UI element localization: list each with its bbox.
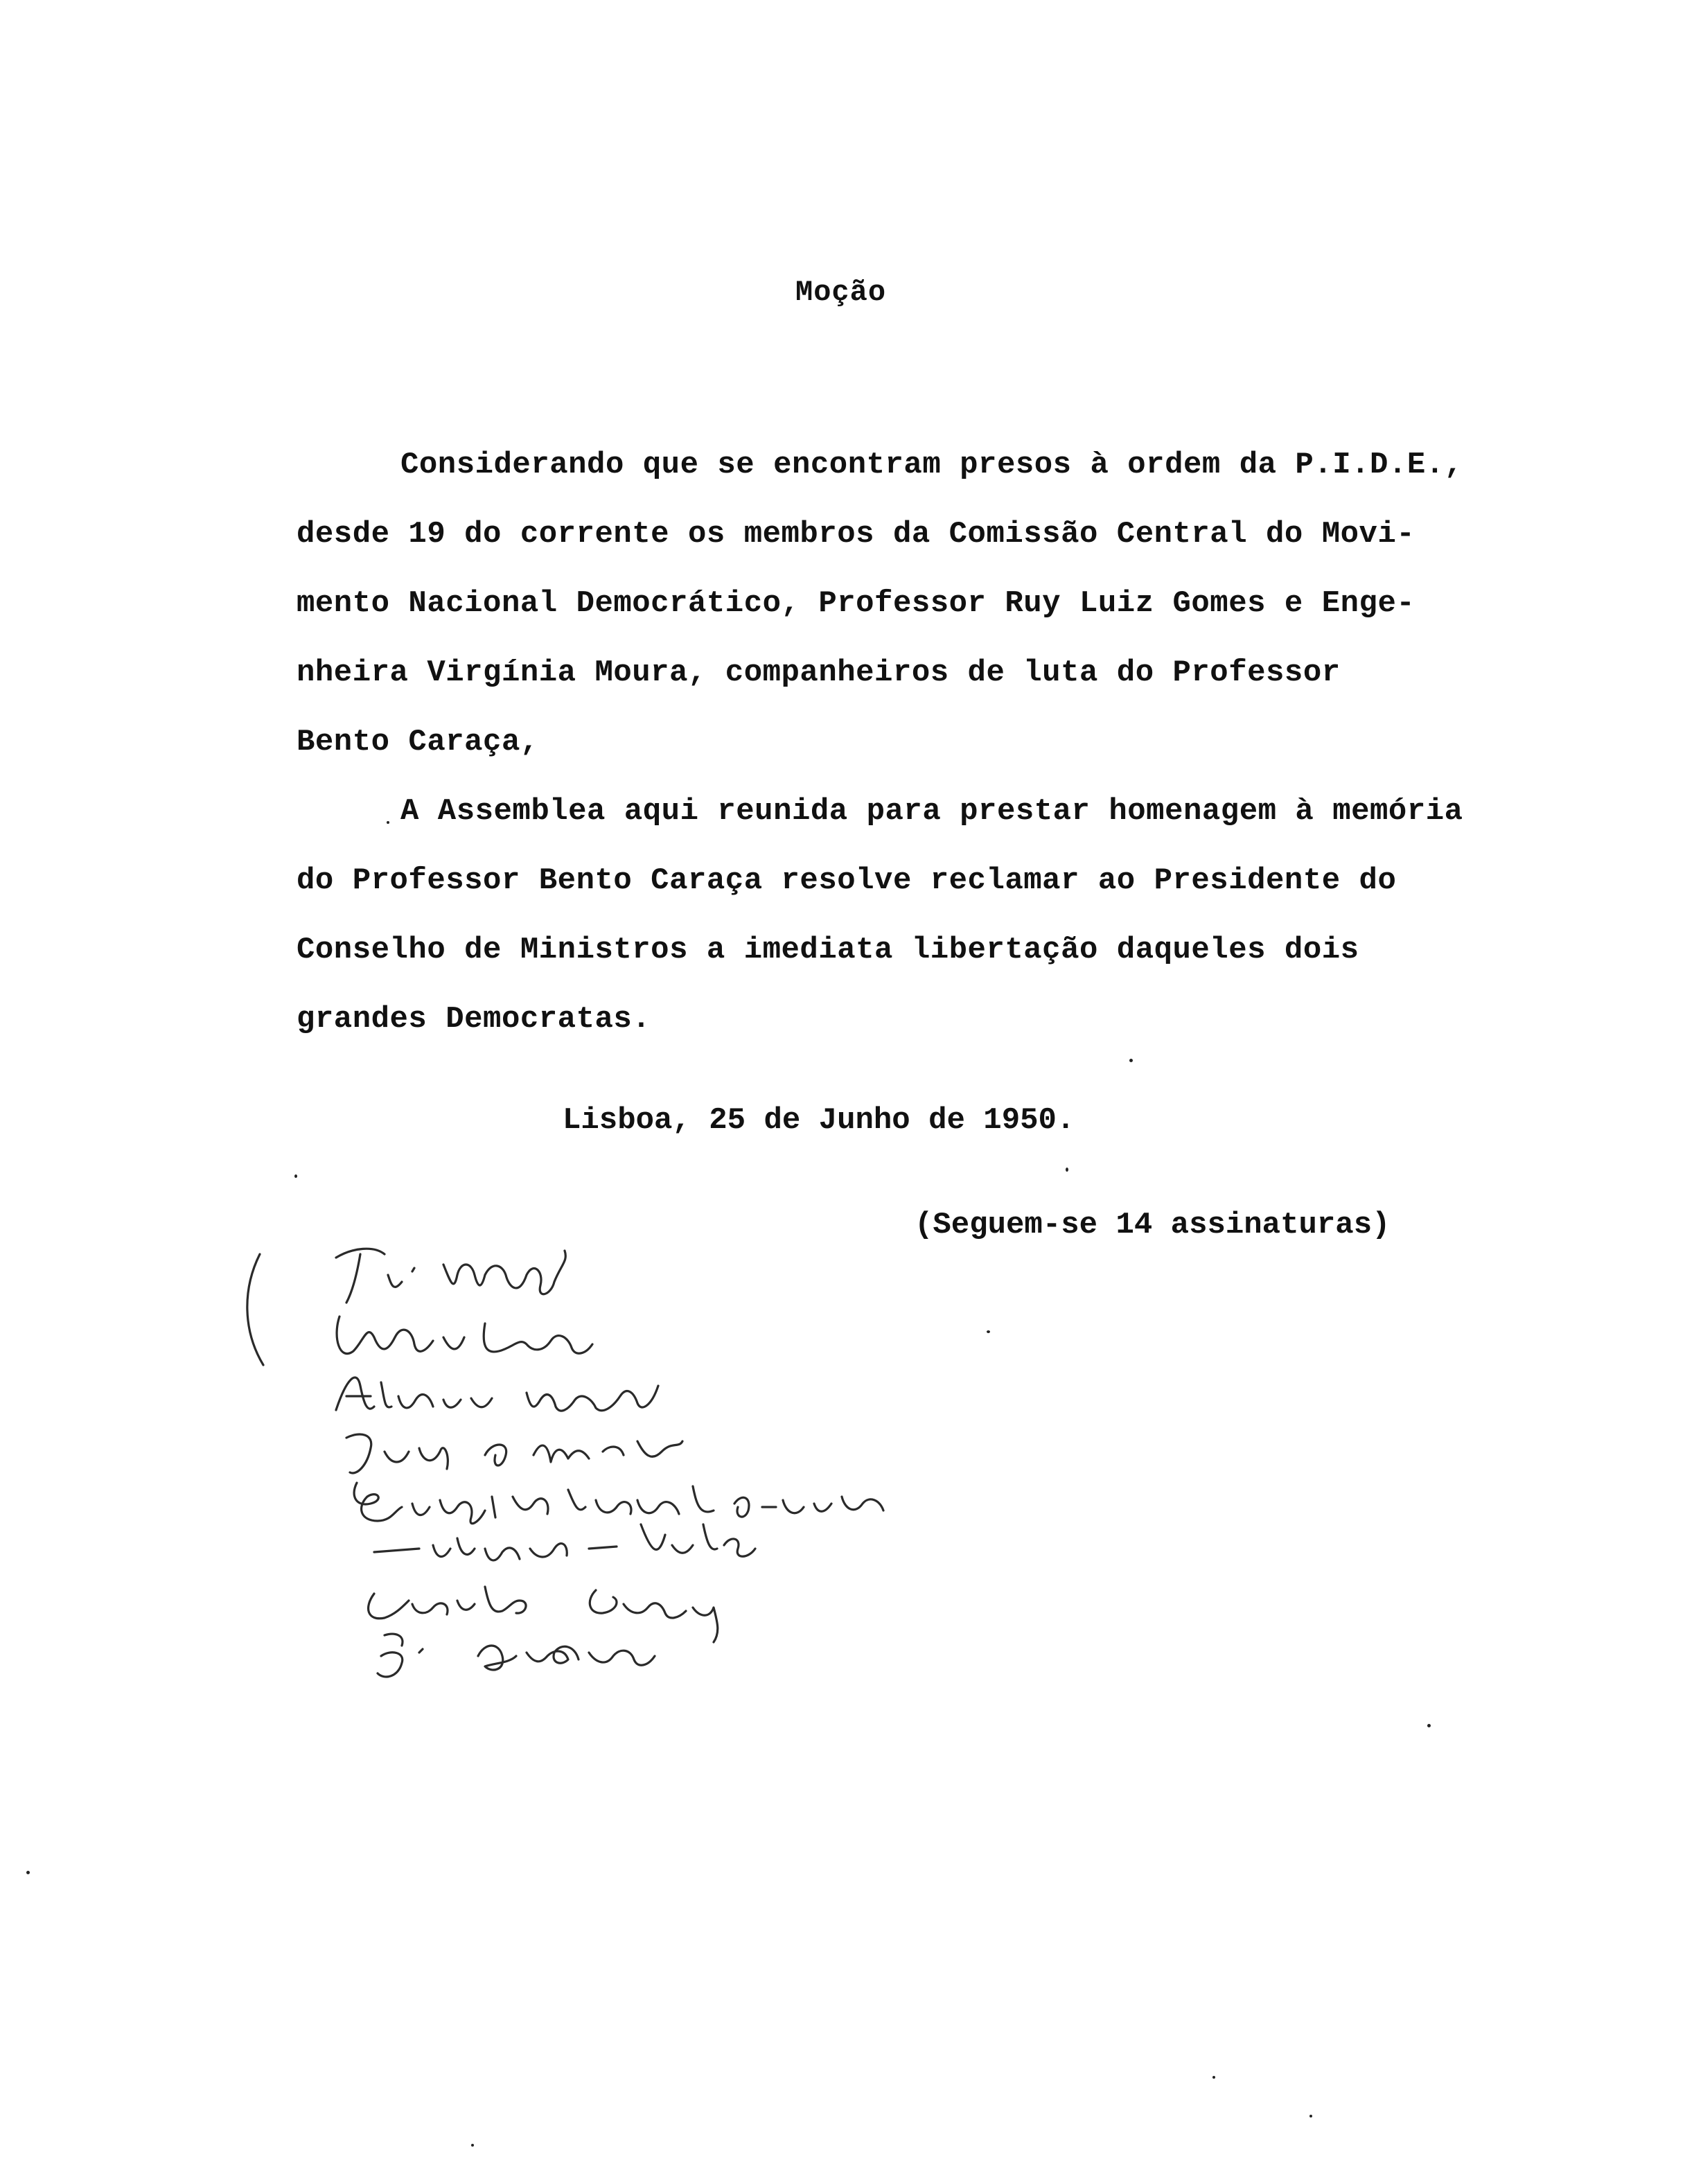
paragraph-1-line-4: nheira Virgínia Moura, companheiros de luta do Professor xyxy=(297,655,1341,690)
paragraph-2-line-3: Conselho de Ministros a imediata libertação daqueles dois xyxy=(297,933,1359,967)
signature-8 xyxy=(378,1634,655,1677)
speck-mark xyxy=(471,2144,474,2147)
paragraph-1-line-2: desde 19 do corrente os membros da Comissão Central do Movi- xyxy=(297,517,1415,552)
speck-mark xyxy=(294,1174,297,1178)
document-title: Moção xyxy=(795,276,887,309)
speck-mark xyxy=(987,1330,990,1333)
speck-mark xyxy=(1212,2076,1215,2079)
signature-5 xyxy=(354,1483,883,1524)
signature-6 xyxy=(374,1524,755,1560)
speck-mark xyxy=(1309,2115,1312,2117)
paragraph-1-line-1: Considerando que se encontram presos à ordem da P.I.D.E., xyxy=(400,448,1463,482)
signature-7 xyxy=(369,1587,718,1642)
paragraph-2-line-4: grandes Democratas. xyxy=(297,1002,651,1037)
signatures-note: (Seguem-se 14 assinaturas) xyxy=(915,1208,1391,1242)
speck-mark xyxy=(1129,1059,1133,1062)
paragraph-1-line-3: mento Nacional Democrático, Professor Ruy Luiz Gomes e Enge- xyxy=(297,586,1415,621)
paragraph-1-line-5: Bento Caraça, xyxy=(297,725,539,759)
speck-mark xyxy=(26,1871,30,1874)
paragraph-2-line-1: A Assemblea aqui reunida para prestar homenagem à memória xyxy=(400,794,1463,829)
signature-1 xyxy=(336,1249,565,1303)
handwritten-signatures xyxy=(236,1233,1164,1705)
paragraph-2-line-2: do Professor Bento Caraça resolve reclamar ao Presidente do xyxy=(297,863,1397,898)
speck-mark xyxy=(1066,1168,1068,1172)
signature-3 xyxy=(336,1377,658,1411)
speck-mark xyxy=(1427,1724,1431,1727)
date-line: Lisboa, 25 de Junho de 1950. xyxy=(563,1103,1075,1138)
signature-2 xyxy=(337,1316,592,1354)
bracket-mark xyxy=(247,1254,263,1365)
signature-4 xyxy=(346,1434,682,1473)
speck-mark xyxy=(387,821,389,824)
